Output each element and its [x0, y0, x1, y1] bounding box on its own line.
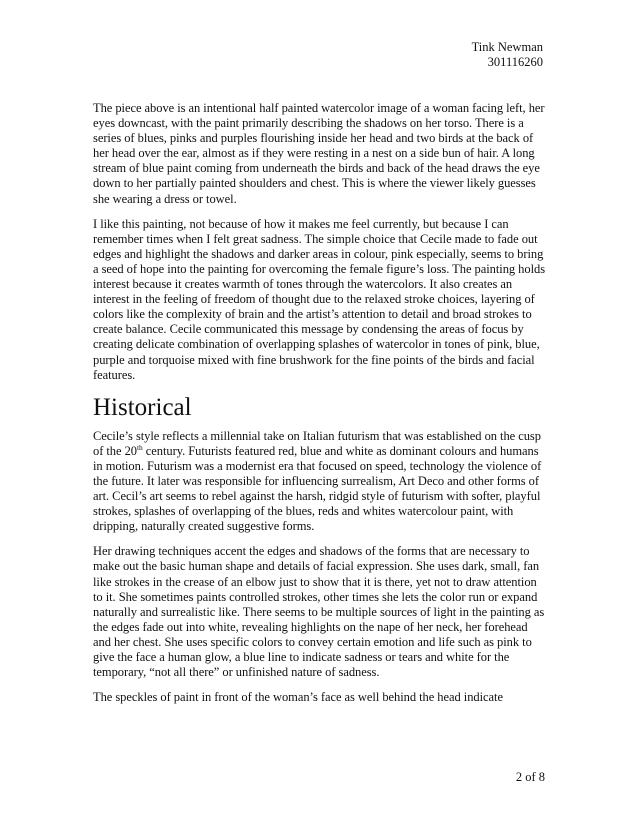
page-number: 2 of 8 — [515, 770, 545, 784]
paragraph-speckles: The speckles of paint in front of the woman’s face as well behind the head indicate — [93, 690, 503, 705]
paragraph-description: The piece above is an intentional half painted watercolor image of a woman facing left, her eyes downcast, with the paint primarily describing the shadows on her torso. There is a series of blues, pinks and purples flourishing inside her head and two birds at the back of her head over the ear, almost as if they were resting in a nest on a side bun of hair. A long stream of blue paint coming from underneath the birds and back of the head draws the eye down to her partially painted shoulders and chest. This is where the viewer likely guesses she wearing a dress or towel. — [93, 101, 545, 206]
section-heading-historical: Historical — [93, 393, 192, 421]
paragraph-futurism-part-b: century. Futurists featured red, blue and white as dominant colours and humans in motion. Futurism was a modernist era that focused on speed, technology the violence of the future. It later was responsible for influencing surrealism, Art Deco and other forms of art. Cecil’s art seems to rebel against the harsh, ridgid style of futurism with softer, playful strokes, splashes of overlapping of the blues, reds and whites watercolour paint, with dripping, naturally created suggestive forms. — [93, 443, 542, 534]
paragraph-futurism — [93, 429, 548, 535]
paragraph-response: I like this painting, not because of how it makes me feel currently, but because I can remember times when I felt great sadness. The simple choice that Cecile made to fade out edges and highlight the shadows and darker areas in colour, pink especially, seems to bring a seed of hope into the painting for overcoming the female figure’s loss. The painting holds interest because it creates warmth of tones through the watercolors. It also creates an interest in the feeling of freedom of thought due to the relaxed stroke choices, layering of colors like the complexity of brain and the artist’s attention to detail and broad strokes to create balance. Cecile communicated this message by condensing the areas of focus by creating delicate combination of overlapping splashes of watercolor in tones of pink, blue, purple and torquoise mixed with fine brushwork for the fine points of the birds and facial features. — [93, 216, 546, 382]
document-body — [93, 101, 548, 715]
page-header — [472, 40, 543, 70]
paragraph-futurism-part-a: Cecile’s style reflects a millennial take on Italian futurism that was established on the cusp of the 20 — [93, 428, 541, 458]
ordinal-suffix: th — [136, 442, 143, 452]
paragraph-techniques: Her drawing techniques accent the edges and shadows of the forms that are necessary to make out the basic human shape and details of facial expression. She uses dark, small, fan like strokes in the crease of an elbow just to show that it is there, yet not to draw attention to it. She sometimes paints controlled strokes, other times she lets the color run or expand naturally and surrealistic like. There seems to be multiple sources of light in the painting as the edges fade out into white, revealing highlights on the nape of her neck, her forehead and her chest. She uses specific colors to convey certain emotion and life such as pink to give the face a human glow, a blue line to indicate sadness or tears and white for the temporary, “not all there” or unfinished nature of sadness. — [93, 544, 545, 680]
author-name: Tink Newman — [471, 40, 543, 54]
student-id: 301116260 — [487, 55, 543, 69]
